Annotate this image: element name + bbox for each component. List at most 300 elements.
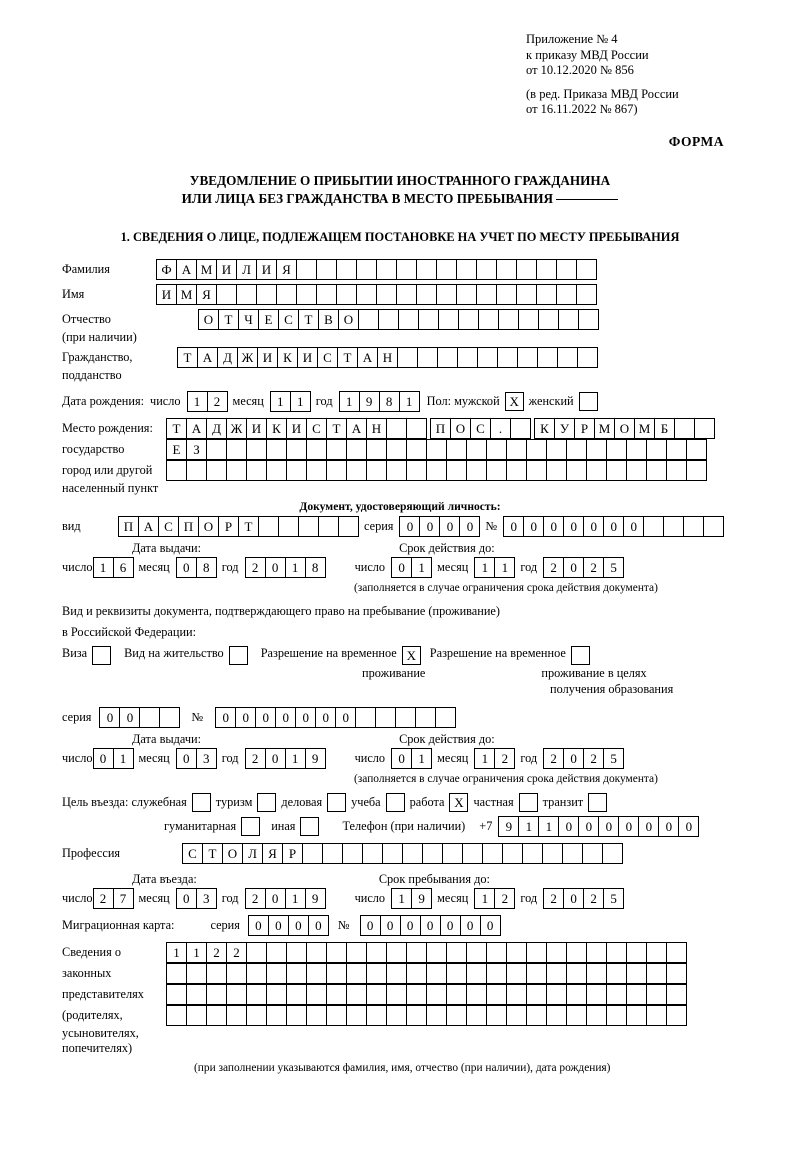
char-cell[interactable]: 0	[335, 707, 356, 728]
char-cell[interactable]: М	[594, 418, 615, 439]
char-cell[interactable]	[306, 460, 327, 481]
char-cell[interactable]	[406, 439, 427, 460]
char-cell[interactable]: 0	[391, 748, 412, 769]
stay-doc-issue-year-input[interactable]	[245, 748, 325, 769]
char-cell[interactable]: 2	[226, 942, 247, 963]
char-cell[interactable]	[442, 843, 463, 864]
char-cell[interactable]: 0	[658, 816, 679, 837]
char-cell[interactable]: 2	[583, 557, 604, 578]
temp-residence-checkbox[interactable]: X	[402, 646, 421, 665]
char-cell[interactable]: 0	[265, 888, 286, 909]
char-cell[interactable]	[246, 460, 267, 481]
char-cell[interactable]	[562, 843, 583, 864]
char-cell[interactable]: Я	[262, 843, 283, 864]
stay-doc-valid-year-input[interactable]	[543, 748, 623, 769]
char-cell[interactable]: 1	[518, 816, 539, 837]
char-cell[interactable]	[526, 963, 547, 984]
char-cell[interactable]: 2	[543, 748, 564, 769]
birth-month-input[interactable]	[270, 391, 310, 412]
char-cell[interactable]: А	[186, 418, 207, 439]
char-cell[interactable]	[526, 439, 547, 460]
char-cell[interactable]: 0	[380, 915, 401, 936]
char-cell[interactable]: К	[534, 418, 555, 439]
char-cell[interactable]	[246, 984, 267, 1005]
char-cell[interactable]: 1	[391, 888, 412, 909]
char-cell[interactable]	[526, 460, 547, 481]
char-cell[interactable]	[586, 460, 607, 481]
char-cell[interactable]	[476, 284, 497, 305]
char-cell[interactable]	[666, 942, 687, 963]
identity-kind-input[interactable]	[118, 516, 358, 537]
char-cell[interactable]: 0	[638, 816, 659, 837]
char-cell[interactable]: 0	[440, 915, 461, 936]
char-cell[interactable]	[526, 984, 547, 1005]
char-cell[interactable]: 0	[399, 516, 420, 537]
char-cell[interactable]	[586, 984, 607, 1005]
char-cell[interactable]	[346, 460, 367, 481]
char-cell[interactable]: Р	[218, 516, 239, 537]
char-cell[interactable]: 2	[245, 557, 266, 578]
char-cell[interactable]: 0	[288, 915, 309, 936]
char-cell[interactable]	[506, 942, 527, 963]
char-cell[interactable]: М	[634, 418, 655, 439]
char-cell[interactable]: 0	[315, 707, 336, 728]
char-cell[interactable]	[506, 460, 527, 481]
char-cell[interactable]: 1	[411, 748, 432, 769]
char-cell[interactable]	[417, 347, 438, 368]
char-cell[interactable]	[306, 984, 327, 1005]
char-cell[interactable]	[186, 460, 207, 481]
char-cell[interactable]	[646, 963, 667, 984]
entry-month-input[interactable]	[176, 888, 216, 909]
char-cell[interactable]	[646, 984, 667, 1005]
char-cell[interactable]	[346, 984, 367, 1005]
char-cell[interactable]	[522, 843, 543, 864]
char-cell[interactable]	[643, 516, 664, 537]
char-cell[interactable]	[646, 1005, 667, 1026]
char-cell[interactable]	[166, 460, 187, 481]
char-cell[interactable]	[366, 942, 387, 963]
char-cell[interactable]	[306, 942, 327, 963]
char-cell[interactable]: 0	[598, 816, 619, 837]
char-cell[interactable]: 1	[494, 557, 515, 578]
char-cell[interactable]	[486, 963, 507, 984]
char-cell[interactable]	[556, 259, 577, 280]
char-cell[interactable]: 0	[480, 915, 501, 936]
char-cell[interactable]	[206, 1005, 227, 1026]
char-cell[interactable]	[586, 439, 607, 460]
char-cell[interactable]: 0	[295, 707, 316, 728]
char-cell[interactable]	[326, 1005, 347, 1026]
char-cell[interactable]	[526, 942, 547, 963]
representatives-input-2[interactable]	[166, 963, 686, 984]
char-cell[interactable]: 0	[176, 748, 197, 769]
purpose-work-checkbox[interactable]: X	[449, 793, 468, 812]
char-cell[interactable]: 2	[245, 888, 266, 909]
char-cell[interactable]	[256, 284, 277, 305]
char-cell[interactable]	[386, 418, 407, 439]
char-cell[interactable]	[166, 1005, 187, 1026]
char-cell[interactable]	[286, 984, 307, 1005]
char-cell[interactable]: М	[176, 284, 197, 305]
char-cell[interactable]	[646, 460, 667, 481]
char-cell[interactable]: Н	[377, 347, 398, 368]
char-cell[interactable]: Д	[206, 418, 227, 439]
phone-input[interactable]	[498, 816, 698, 837]
char-cell[interactable]: 0	[235, 707, 256, 728]
char-cell[interactable]	[694, 418, 715, 439]
entry-year-input[interactable]	[245, 888, 325, 909]
char-cell[interactable]	[686, 439, 707, 460]
char-cell[interactable]: 1	[538, 816, 559, 837]
char-cell[interactable]	[626, 1005, 647, 1026]
char-cell[interactable]: А	[197, 347, 218, 368]
char-cell[interactable]	[346, 439, 367, 460]
char-cell[interactable]: Р	[282, 843, 303, 864]
char-cell[interactable]	[436, 284, 457, 305]
char-cell[interactable]: 5	[603, 888, 624, 909]
purpose-humanitarian-checkbox[interactable]	[241, 817, 260, 836]
char-cell[interactable]: И	[286, 418, 307, 439]
char-cell[interactable]	[346, 942, 367, 963]
char-cell[interactable]	[206, 963, 227, 984]
char-cell[interactable]	[626, 460, 647, 481]
char-cell[interactable]: 1	[290, 391, 311, 412]
migration-series-input[interactable]	[248, 915, 328, 936]
char-cell[interactable]	[426, 460, 447, 481]
char-cell[interactable]: 5	[603, 748, 624, 769]
char-cell[interactable]: В	[318, 309, 339, 330]
purpose-transit-checkbox[interactable]	[588, 793, 607, 812]
char-cell[interactable]	[286, 942, 307, 963]
char-cell[interactable]	[576, 284, 597, 305]
char-cell[interactable]	[316, 284, 337, 305]
char-cell[interactable]	[416, 259, 437, 280]
char-cell[interactable]	[226, 460, 247, 481]
stay-doc-valid-day-input[interactable]	[391, 748, 431, 769]
char-cell[interactable]	[418, 309, 439, 330]
purpose-service-checkbox[interactable]	[192, 793, 211, 812]
char-cell[interactable]: 9	[305, 748, 326, 769]
migration-number-input[interactable]	[360, 915, 500, 936]
char-cell[interactable]: 2	[494, 748, 515, 769]
char-cell[interactable]: 1	[285, 888, 306, 909]
char-cell[interactable]	[266, 460, 287, 481]
char-cell[interactable]: 0	[400, 915, 421, 936]
char-cell[interactable]	[526, 1005, 547, 1026]
char-cell[interactable]	[186, 963, 207, 984]
char-cell[interactable]: И	[256, 259, 277, 280]
char-cell[interactable]	[426, 439, 447, 460]
char-cell[interactable]	[446, 460, 467, 481]
char-cell[interactable]: Е	[258, 309, 279, 330]
char-cell[interactable]: 9	[359, 391, 380, 412]
char-cell[interactable]: М	[196, 259, 217, 280]
char-cell[interactable]	[457, 347, 478, 368]
surname-input[interactable]	[156, 259, 596, 280]
char-cell[interactable]	[582, 843, 603, 864]
char-cell[interactable]	[506, 963, 527, 984]
stay-doc-number-input[interactable]	[215, 707, 455, 728]
char-cell[interactable]	[206, 984, 227, 1005]
identity-issue-year-input[interactable]	[245, 557, 325, 578]
char-cell[interactable]	[496, 259, 517, 280]
char-cell[interactable]: 2	[543, 888, 564, 909]
char-cell[interactable]	[686, 460, 707, 481]
birthplace-city-input[interactable]	[534, 418, 714, 439]
char-cell[interactable]	[646, 942, 667, 963]
char-cell[interactable]: 1	[93, 557, 114, 578]
char-cell[interactable]	[396, 284, 417, 305]
char-cell[interactable]: 0	[563, 888, 584, 909]
char-cell[interactable]	[446, 942, 467, 963]
char-cell[interactable]	[586, 1005, 607, 1026]
char-cell[interactable]	[426, 963, 447, 984]
char-cell[interactable]	[546, 963, 567, 984]
char-cell[interactable]: 0	[563, 748, 584, 769]
char-cell[interactable]	[406, 1005, 427, 1026]
char-cell[interactable]	[516, 259, 537, 280]
char-cell[interactable]	[159, 707, 180, 728]
char-cell[interactable]	[537, 347, 558, 368]
char-cell[interactable]	[326, 439, 347, 460]
char-cell[interactable]	[497, 347, 518, 368]
birth-year-input[interactable]	[339, 391, 419, 412]
char-cell[interactable]	[366, 984, 387, 1005]
char-cell[interactable]	[435, 707, 456, 728]
char-cell[interactable]	[278, 516, 299, 537]
sex-male-checkbox[interactable]: X	[505, 392, 524, 411]
char-cell[interactable]	[395, 707, 416, 728]
char-cell[interactable]: 0	[543, 516, 564, 537]
char-cell[interactable]	[356, 259, 377, 280]
char-cell[interactable]	[406, 963, 427, 984]
char-cell[interactable]: П	[178, 516, 199, 537]
char-cell[interactable]	[556, 284, 577, 305]
char-cell[interactable]: Д	[217, 347, 238, 368]
char-cell[interactable]	[166, 963, 187, 984]
char-cell[interactable]	[298, 516, 319, 537]
char-cell[interactable]	[606, 963, 627, 984]
char-cell[interactable]: 7	[113, 888, 134, 909]
char-cell[interactable]: Л	[236, 259, 257, 280]
char-cell[interactable]	[302, 843, 323, 864]
char-cell[interactable]	[506, 439, 527, 460]
char-cell[interactable]: 0	[578, 816, 599, 837]
char-cell[interactable]: И	[216, 259, 237, 280]
char-cell[interactable]	[536, 259, 557, 280]
char-cell[interactable]	[246, 942, 267, 963]
char-cell[interactable]	[286, 439, 307, 460]
char-cell[interactable]	[422, 843, 443, 864]
char-cell[interactable]	[286, 963, 307, 984]
char-cell[interactable]: 1	[474, 888, 495, 909]
char-cell[interactable]: 0	[268, 915, 289, 936]
char-cell[interactable]	[366, 439, 387, 460]
char-cell[interactable]: 0	[265, 748, 286, 769]
char-cell[interactable]	[266, 984, 287, 1005]
char-cell[interactable]	[386, 963, 407, 984]
char-cell[interactable]: 0	[460, 915, 481, 936]
char-cell[interactable]	[406, 460, 427, 481]
char-cell[interactable]: О	[450, 418, 471, 439]
char-cell[interactable]: 2	[93, 888, 114, 909]
char-cell[interactable]	[506, 984, 527, 1005]
char-cell[interactable]	[486, 942, 507, 963]
char-cell[interactable]: Т	[202, 843, 223, 864]
char-cell[interactable]: А	[346, 418, 367, 439]
char-cell[interactable]: И	[246, 418, 267, 439]
char-cell[interactable]: Н	[366, 418, 387, 439]
char-cell[interactable]: 1	[270, 391, 291, 412]
char-cell[interactable]	[666, 439, 687, 460]
char-cell[interactable]	[276, 284, 297, 305]
char-cell[interactable]	[436, 259, 457, 280]
char-cell[interactable]	[446, 1005, 467, 1026]
entry-day-input[interactable]	[93, 888, 133, 909]
char-cell[interactable]: И	[156, 284, 177, 305]
char-cell[interactable]	[342, 843, 363, 864]
char-cell[interactable]: 0	[420, 915, 441, 936]
identity-number-input[interactable]	[503, 516, 723, 537]
char-cell[interactable]	[286, 1005, 307, 1026]
char-cell[interactable]: 0	[618, 816, 639, 837]
char-cell[interactable]: 0	[419, 516, 440, 537]
char-cell[interactable]	[386, 1005, 407, 1026]
char-cell[interactable]	[326, 984, 347, 1005]
char-cell[interactable]: Я	[196, 284, 217, 305]
char-cell[interactable]	[577, 347, 598, 368]
patronymic-input[interactable]	[198, 309, 598, 330]
char-cell[interactable]	[466, 1005, 487, 1026]
char-cell[interactable]: Т	[177, 347, 198, 368]
char-cell[interactable]	[406, 984, 427, 1005]
char-cell[interactable]: 5	[603, 557, 624, 578]
char-cell[interactable]	[226, 984, 247, 1005]
char-cell[interactable]	[558, 309, 579, 330]
char-cell[interactable]: 0	[99, 707, 120, 728]
char-cell[interactable]	[318, 516, 339, 537]
char-cell[interactable]: 1	[285, 557, 306, 578]
char-cell[interactable]	[462, 843, 483, 864]
char-cell[interactable]	[322, 843, 343, 864]
char-cell[interactable]: К	[266, 418, 287, 439]
char-cell[interactable]: Т	[238, 516, 259, 537]
char-cell[interactable]	[466, 963, 487, 984]
representatives-input-3[interactable]	[166, 984, 686, 1005]
char-cell[interactable]	[166, 984, 187, 1005]
stay-day-input[interactable]	[391, 888, 431, 909]
char-cell[interactable]	[546, 460, 567, 481]
char-cell[interactable]	[566, 963, 587, 984]
char-cell[interactable]	[486, 439, 507, 460]
char-cell[interactable]	[496, 284, 517, 305]
birthplace-state-input[interactable]	[166, 418, 426, 439]
char-cell[interactable]	[446, 963, 467, 984]
visa-checkbox[interactable]	[92, 646, 111, 665]
char-cell[interactable]	[296, 259, 317, 280]
char-cell[interactable]: Т	[326, 418, 347, 439]
char-cell[interactable]	[366, 1005, 387, 1026]
char-cell[interactable]	[546, 984, 567, 1005]
char-cell[interactable]	[362, 843, 383, 864]
char-cell[interactable]	[663, 516, 684, 537]
char-cell[interactable]	[486, 460, 507, 481]
char-cell[interactable]: 1	[186, 942, 207, 963]
char-cell[interactable]: 0	[603, 516, 624, 537]
birth-day-input[interactable]	[187, 391, 227, 412]
stay-doc-issue-month-input[interactable]	[176, 748, 216, 769]
char-cell[interactable]	[386, 984, 407, 1005]
char-cell[interactable]: О	[198, 516, 219, 537]
char-cell[interactable]	[566, 460, 587, 481]
char-cell[interactable]: 0	[523, 516, 544, 537]
char-cell[interactable]: 0	[459, 516, 480, 537]
char-cell[interactable]: Т	[337, 347, 358, 368]
char-cell[interactable]: 0	[563, 557, 584, 578]
char-cell[interactable]	[606, 439, 627, 460]
char-cell[interactable]: 1	[339, 391, 360, 412]
char-cell[interactable]	[346, 1005, 367, 1026]
char-cell[interactable]	[546, 942, 567, 963]
char-cell[interactable]	[606, 942, 627, 963]
char-cell[interactable]	[186, 984, 207, 1005]
char-cell[interactable]: 9	[305, 888, 326, 909]
char-cell[interactable]: 2	[207, 391, 228, 412]
char-cell[interactable]: 3	[196, 748, 217, 769]
stay-doc-series-input[interactable]	[99, 707, 179, 728]
char-cell[interactable]	[139, 707, 160, 728]
char-cell[interactable]: О	[222, 843, 243, 864]
identity-valid-month-input[interactable]	[474, 557, 514, 578]
char-cell[interactable]	[602, 843, 623, 864]
char-cell[interactable]	[266, 963, 287, 984]
citizenship-input[interactable]	[177, 347, 597, 368]
char-cell[interactable]: 8	[196, 557, 217, 578]
char-cell[interactable]	[498, 309, 519, 330]
char-cell[interactable]: 1	[474, 557, 495, 578]
char-cell[interactable]	[386, 439, 407, 460]
char-cell[interactable]: 1	[113, 748, 134, 769]
char-cell[interactable]	[426, 984, 447, 1005]
char-cell[interactable]: 0	[623, 516, 644, 537]
name-input[interactable]	[156, 284, 596, 305]
char-cell[interactable]	[703, 516, 724, 537]
char-cell[interactable]	[378, 309, 399, 330]
char-cell[interactable]: К	[277, 347, 298, 368]
char-cell[interactable]	[226, 439, 247, 460]
identity-valid-day-input[interactable]	[391, 557, 431, 578]
char-cell[interactable]: С	[470, 418, 491, 439]
char-cell[interactable]	[674, 418, 695, 439]
purpose-other-checkbox[interactable]	[300, 817, 319, 836]
char-cell[interactable]	[478, 309, 499, 330]
char-cell[interactable]	[456, 284, 477, 305]
char-cell[interactable]	[438, 309, 459, 330]
char-cell[interactable]	[326, 963, 347, 984]
purpose-private-checkbox[interactable]	[519, 793, 538, 812]
char-cell[interactable]: 1	[285, 748, 306, 769]
char-cell[interactable]: 9	[498, 816, 519, 837]
char-cell[interactable]: 8	[379, 391, 400, 412]
char-cell[interactable]	[397, 347, 418, 368]
char-cell[interactable]: О	[614, 418, 635, 439]
char-cell[interactable]: Е	[166, 439, 187, 460]
char-cell[interactable]	[366, 460, 387, 481]
char-cell[interactable]: П	[430, 418, 451, 439]
char-cell[interactable]: Б	[654, 418, 675, 439]
char-cell[interactable]: 0	[176, 888, 197, 909]
